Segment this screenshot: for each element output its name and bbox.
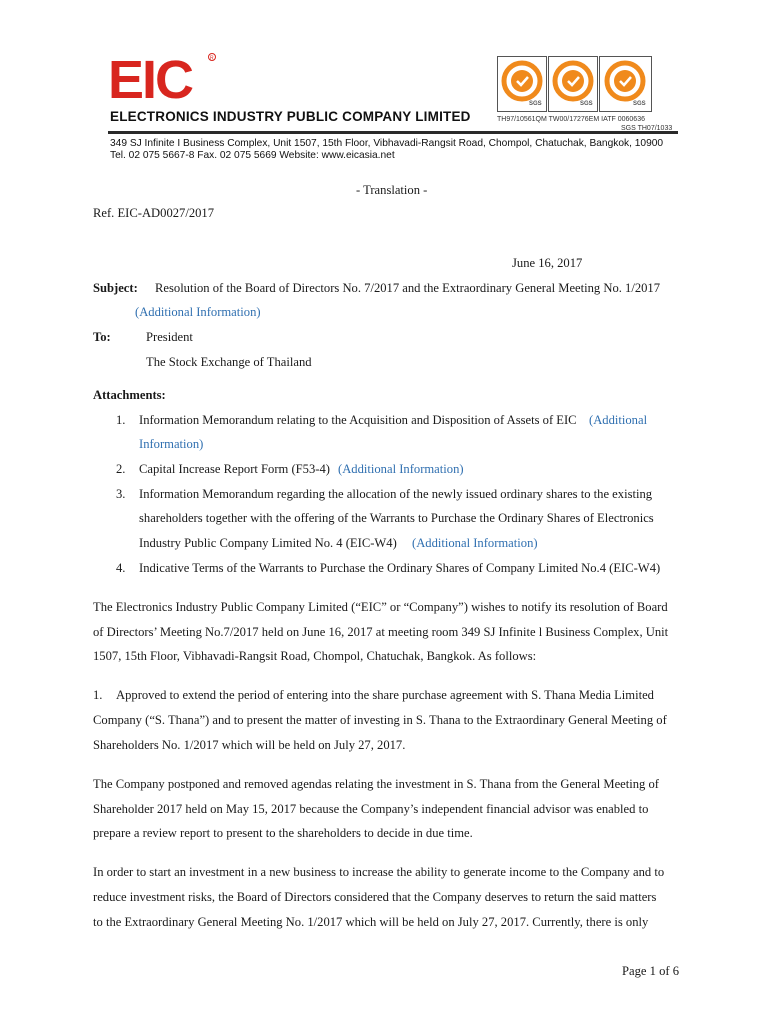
subject-text: Resolution of the Board of Directors No. 7/2017 and the Extraordinary General Meeting No. 1/2017 xyxy=(155,281,661,295)
attachment-2-text: Capital Increase Report Form (F53-4) xyxy=(139,462,330,476)
cert-code-sgs: SGS TH07/1033 xyxy=(621,125,673,132)
attachment-2-additional-info: (Additional Information) xyxy=(338,462,464,476)
attachment-3-text-line: Information Memorandum regarding the allocation of the newly issued ordinary shares to the existing xyxy=(139,487,653,501)
iatf-cert-icon xyxy=(599,56,652,112)
attachment-1-additional-info-cont: Information) xyxy=(139,437,204,451)
attachment-1-additional-info: (Additional xyxy=(589,413,648,427)
svg-text:SGS: SGS xyxy=(529,101,542,107)
paragraph-line: Shareholders No. 1/2017 which will be held on July 27, 2017. xyxy=(93,738,406,752)
to-label: To: xyxy=(93,330,111,344)
attachment-number: 4. xyxy=(116,561,126,575)
letter-date: June 16, 2017 xyxy=(512,256,583,270)
svg-text:R: R xyxy=(210,55,214,62)
paragraph-line: 1507, 15th Floor, Vibhavadi-Rangsit Road, Chompol, Chatuchak, Bangkok. As follows: xyxy=(93,649,537,663)
translation-label: - Translation - xyxy=(356,183,428,197)
attachment-number: 1. xyxy=(116,413,126,427)
paragraph-line: of Directors’ Meeting No.7/2017 held on June 16, 2017 at meeting room 349 SJ Infinite l Business Complex, Unit xyxy=(93,625,669,639)
company-name: ELECTRONICS INDUSTRY PUBLIC COMPANY LIMITED xyxy=(110,109,471,124)
attachment-number: 3. xyxy=(116,487,126,501)
attachments-label: Attachments: xyxy=(93,388,166,402)
attachment-number: 2. xyxy=(116,462,126,476)
attachment-3-text-line: Industry Public Company Limited No. 4 (EIC-W4) xyxy=(139,536,397,550)
svg-text:EIC: EIC xyxy=(108,52,193,106)
item-number: 1. xyxy=(93,688,103,702)
company-address: 349 SJ Infinite I Business Complex, Unit 1507, 15th Floor, Vibhavadi-Rangsit Road, Chompol, Chatuchak, Bangkok, 10900 xyxy=(110,138,664,149)
paragraph-line: The Company postponed and removed agendas relating the investment in S. Thana from the General Meeting of xyxy=(93,777,659,791)
recipient-organization: The Stock Exchange of Thailand xyxy=(146,355,312,369)
paragraph-line: The Electronics Industry Public Company Limited (“EIC” or “Company”) wishes to notify its resolution of Board xyxy=(93,600,668,614)
paragraph-line: In order to start an investment in a new business to increase the ability to generate income to the Company and to xyxy=(93,865,665,879)
paragraph-line: Company (“S. Thana”) and to present the matter of investing in S. Thana to the Extraordinary General Meeting of xyxy=(93,713,667,727)
recipient-title: President xyxy=(146,330,193,344)
cert-codes: TH97/10561QM TW00/17276EM IATF 0060636 xyxy=(497,116,645,123)
attachment-3-additional-info: (Additional Information) xyxy=(412,536,538,550)
attachment-3-text-line: shareholders together with the offering of the Warrants to Purchase the Ordinary Shares of Electronics xyxy=(139,511,654,525)
paragraph-line: to the Extraordinary General Meeting No. 1/2017 which will be held on July 27, 2017. Currently, there is only xyxy=(93,915,649,929)
subject-additional-info: (Additional Information) xyxy=(135,305,261,319)
eic-logo xyxy=(108,52,220,106)
attachment-4-text: Indicative Terms of the Warrants to Purchase the Ordinary Shares of Company Limited No.4 (EIC-W4) xyxy=(139,561,661,575)
iso-9001-cert-icon xyxy=(497,56,547,112)
paragraph-line: prepare a review report to present to the shareholders to decide in due time. xyxy=(93,826,473,840)
attachment-1-text: Information Memorandum relating to the Acquisition and Disposition of Assets of EIC xyxy=(139,413,577,427)
paragraph-line: Approved to extend the period of entering into the share purchase agreement with S. Thana Media Limited xyxy=(116,688,654,702)
paragraph-line: reduce investment risks, the Board of Directors considered that the Company deserves to return the said matters xyxy=(93,890,657,904)
svg-text:SGS: SGS xyxy=(580,101,593,107)
paragraph-line: Shareholder 2017 held on May 15, 2017 because the Company’s independent financial advisor was enabled to xyxy=(93,802,649,816)
svg-text:SGS: SGS xyxy=(633,101,646,107)
page-number: Page 1 of 6 xyxy=(622,964,680,978)
company-contact: Tel. 02 075 5667-8 Fax. 02 075 5669 Website: www.eicasia.net xyxy=(110,150,395,161)
iso-14001-cert-icon xyxy=(548,56,598,112)
header-divider xyxy=(108,131,678,134)
subject-label: Subject: xyxy=(93,281,138,295)
reference-number: Ref. EIC-AD0027/2017 xyxy=(93,206,215,220)
